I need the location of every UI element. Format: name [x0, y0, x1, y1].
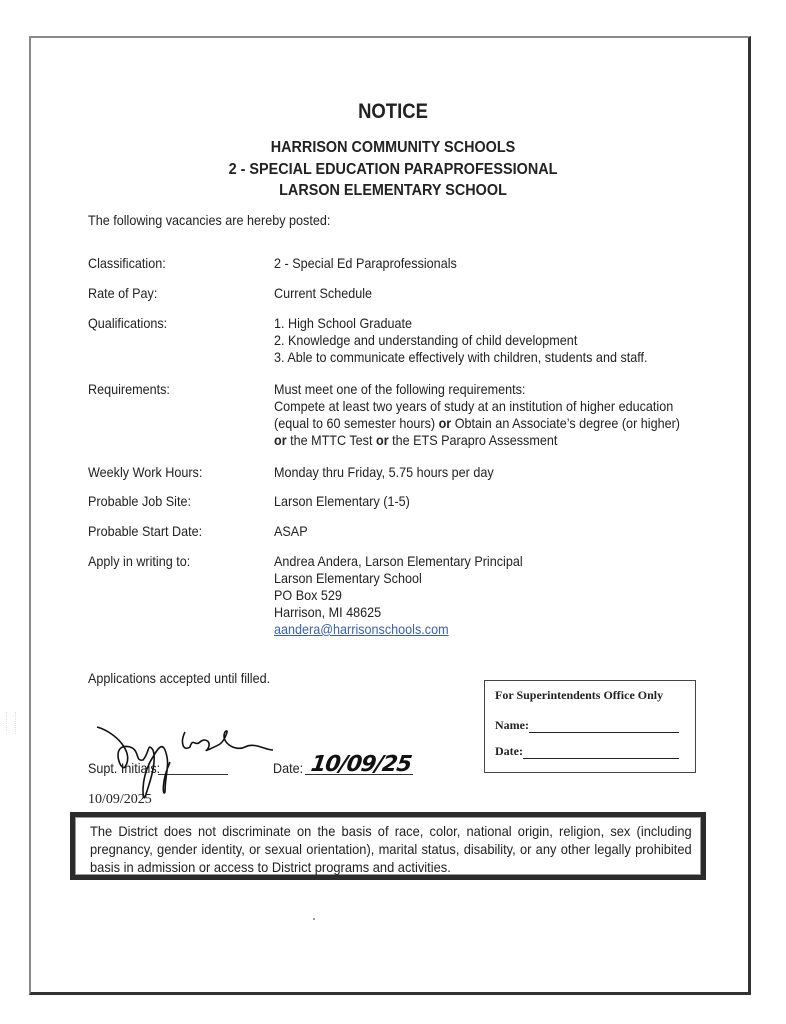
- qualifications-list: [274, 315, 648, 366]
- requirements-line: Compete at least two years of study at an institution of higher education: [274, 398, 674, 414]
- weekly-hours-value: Monday thru Friday, 5.75 hours per day: [274, 464, 494, 480]
- classification-label: Classification:: [88, 255, 166, 271]
- superintendent-office-box: [484, 680, 696, 773]
- applications-note: Applications accepted until filled.: [88, 670, 271, 686]
- job-site-value: Larson Elementary (1-5): [274, 493, 410, 509]
- school-heading: LARSON ELEMENTARY SCHOOL: [279, 182, 507, 199]
- office-name-field: [495, 718, 679, 733]
- qualification-item: 3. Able to communicate effectively with children, students and staff.: [274, 349, 648, 365]
- office-date-field: [495, 744, 679, 759]
- or-emphasis: or: [274, 432, 287, 448]
- office-date-label: Date:: [495, 744, 523, 758]
- requirements-text-part: Obtain an Associate’s degree (or higher): [451, 415, 680, 431]
- address-line: Larson Elementary School: [274, 570, 422, 586]
- office-date-blank: [523, 746, 679, 759]
- rate-of-pay-label: Rate of Pay:: [88, 285, 158, 301]
- office-name-blank: [529, 720, 679, 733]
- requirements-text-part: the MTTC Test: [286, 432, 376, 448]
- requirements-line: Must meet one of the following requirements:: [274, 381, 526, 397]
- requirements-text-part: the ETS Parapro Assessment: [388, 432, 558, 448]
- qualification-item: 2. Knowledge and understanding of child development: [274, 332, 578, 348]
- start-date-value: ASAP: [274, 523, 308, 539]
- scan-artifact: [6, 712, 16, 734]
- office-box-title: For Superintendents Office Only: [495, 688, 664, 702]
- supt-date-label: Date:: [273, 760, 304, 776]
- classification-value: 2 - Special Ed Paraprofessionals: [274, 255, 457, 271]
- start-date-label: Probable Start Date:: [88, 523, 203, 539]
- weekly-hours-label: Weekly Work Hours:: [88, 464, 203, 480]
- address-line: Andrea Andera, Larson Elementary Principal: [274, 553, 523, 569]
- supt-initials-label: Supt. Initials:: [88, 760, 161, 776]
- handwritten-date: 10/09/25: [309, 752, 413, 777]
- district-heading: HARRISON COMMUNITY SCHOOLS: [270, 139, 516, 156]
- requirements-text: [274, 381, 680, 449]
- notice-title: NOTICE: [358, 100, 428, 123]
- signature-icon: [95, 722, 275, 802]
- email-link[interactable]: aandera@harrisonschools.com: [274, 621, 449, 637]
- position-heading: 2 - SPECIAL EDUCATION PARAPROFESSIONAL: [228, 161, 558, 178]
- requirements-line: [274, 432, 680, 449]
- address-line: Harrison, MI 48625: [274, 604, 382, 620]
- qualifications-label: Qualifications:: [88, 315, 168, 331]
- intro-text: The following vacancies are hereby posted:: [88, 212, 331, 228]
- apply-to-label: Apply in writing to:: [88, 553, 191, 569]
- apply-to-address: [274, 553, 523, 638]
- nondiscrimination-box: [70, 812, 706, 880]
- nondiscrimination-text: The District does not discriminate on the basis of race, color, national origin, religion, sex (including pregnancy, gender identity, or sexual orientation), marital status, disability, or any other legally prohibited basis in admission or access to District programs and activities.: [90, 823, 692, 875]
- scan-speck: [313, 918, 315, 920]
- address-line: PO Box 529: [274, 587, 342, 603]
- requirements-line: [274, 415, 680, 432]
- requirements-text-part: (equal to 60 semester hours): [274, 415, 439, 431]
- office-name-label: Name:: [495, 718, 529, 732]
- qualification-item: 1. High School Graduate: [274, 315, 412, 331]
- requirements-label: Requirements:: [88, 381, 170, 397]
- or-emphasis: or: [438, 415, 452, 431]
- rate-of-pay-value: Current Schedule: [274, 285, 373, 301]
- stamp-date: 10/09/2025: [88, 792, 152, 807]
- or-emphasis: or: [375, 432, 389, 448]
- job-site-label: Probable Job Site:: [88, 493, 191, 509]
